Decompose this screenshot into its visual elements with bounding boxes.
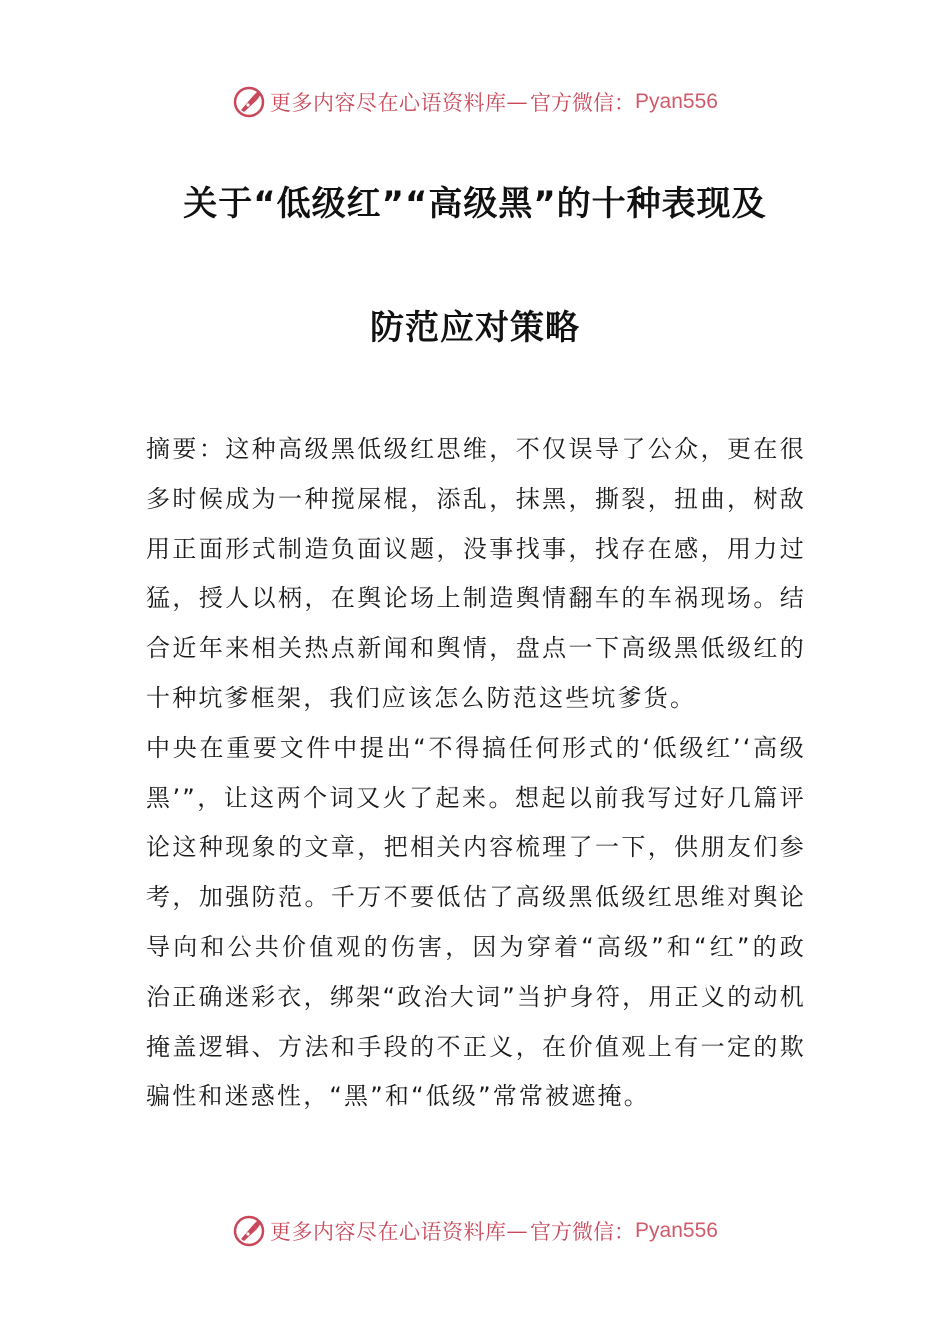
brand-text: 更多内容尽在心语资料库 — [270, 1220, 507, 1244]
brand-dash: — — [506, 90, 529, 114]
footer-banner — [0, 1211, 950, 1251]
header-banner — [0, 82, 950, 122]
wechat-id: Pyan556 — [635, 90, 718, 113]
document-title-line-1: 关于“低级红”“高级黑”的十种表现及 — [183, 184, 767, 224]
pen-nib-logo-icon — [232, 85, 266, 119]
official-wechat-label: 官方微信： — [530, 1220, 636, 1244]
document-body — [146, 425, 806, 1122]
wechat-id: Pyan556 — [635, 1219, 718, 1242]
brand-dash: — — [506, 1219, 529, 1243]
official-wechat-label: 官方微信： — [530, 91, 636, 115]
paragraph-abstract: 摘要：这种高级黑低级红思维，不仅误导了公众，更在很多时候成为一种搅屎棍，添乱，抹黑，撕裂，扭曲，树敌用正面形式制造负面议题，没事找事，找存在感，用力过猛，授人以柄，在舆论场上制造舆情翻车的车祸现场。结合近年来相关热点新闻和舆情，盘点一下高级黑低级红的十种坑爹框架，我们应该怎么防范这些坑爹货。 — [146, 435, 806, 712]
document-title-line-2: 防范应对策略 — [370, 308, 580, 348]
paragraph-main: 中央在重要文件中提出“不得搞任何形式的‘低级红’‘高级黑’”，让这两个词又火了起来。想起以前我写过好几篇评论这种现象的文章，把相关内容梳理了一下，供朋友们参考，加强防范。千万不要低估了高级黑低级红思维对舆论导向和公共价值观的伤害，因为穿着“高级”和“红”的政治正确迷彩衣，绑架“政治大词”当护身符，用正义的动机掩盖逻辑、方法和手段的不正义，在价值观上有一定的欺骗性和迷惑性，“黑”和“低级”常常被遮掩。 — [146, 733, 806, 1111]
pen-nib-logo-icon — [232, 1214, 266, 1248]
brand-text: 更多内容尽在心语资料库 — [270, 91, 507, 115]
